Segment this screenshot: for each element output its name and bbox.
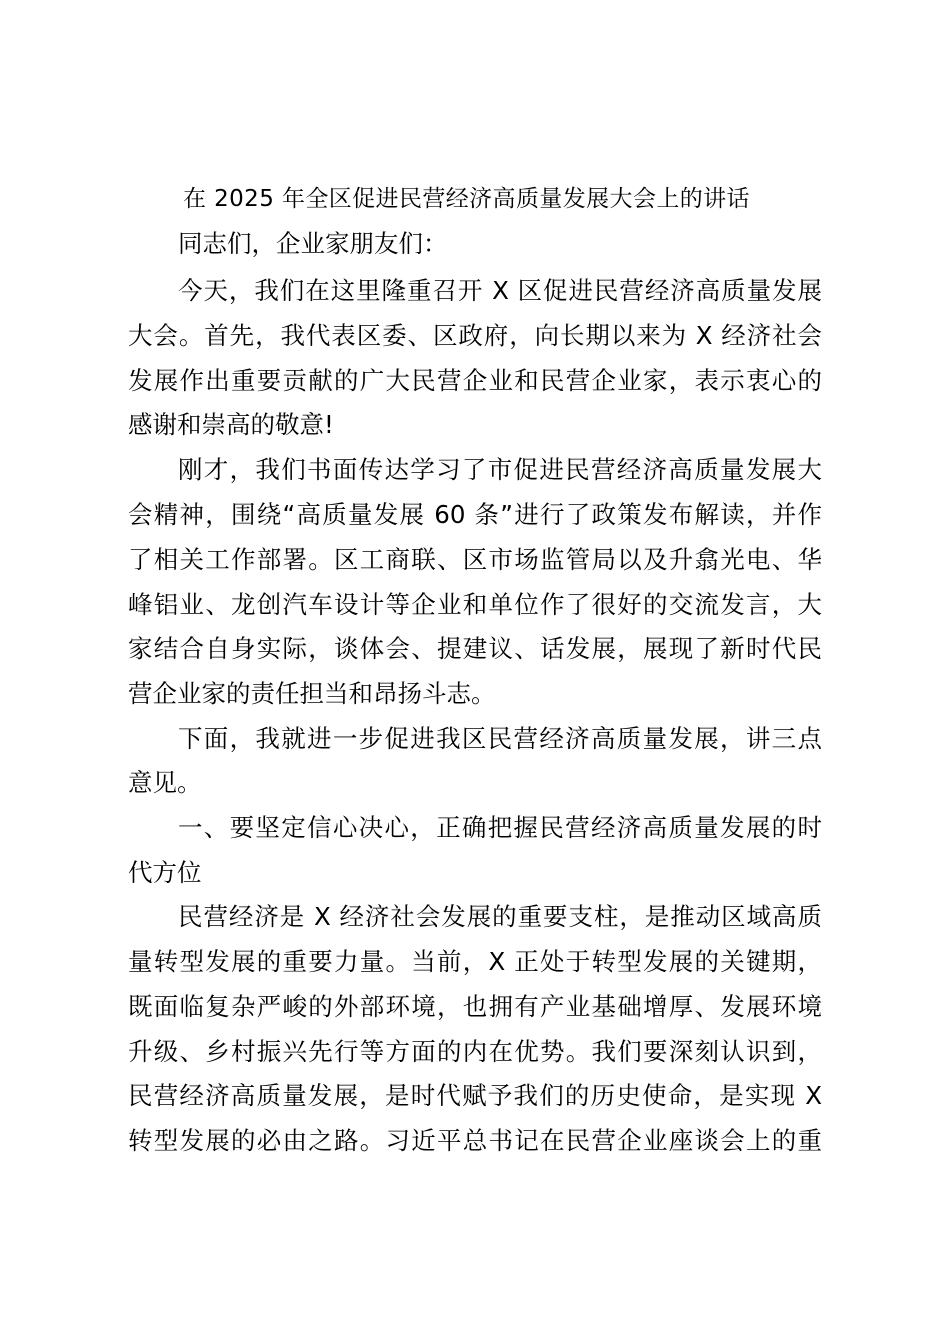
paragraph-2-line-4: 峰铝业、龙创汽车设计等企业和单位作了很好的交流发言，大	[128, 590, 822, 619]
paragraph-1-line-4: 感谢和崇高的敬意!	[128, 410, 334, 439]
paragraph-2-line-5: 家结合自身实际，谈体会、提建议、话发展，展现了新时代民	[128, 634, 822, 663]
paragraph-3-line-2: 意见。	[128, 768, 202, 797]
paragraph-1-line-3: 发展作出重要贡献的广大民营企业和民营企业家，表示衷心的	[128, 366, 822, 395]
paragraph-3-line-1: 下面，我就进一步促进我区民营经济高质量发展，讲三点	[178, 724, 822, 753]
paragraph-2-line-1: 刚才，我们书面传达学习了市促进民营经济高质量发展大	[178, 455, 822, 484]
section-heading-line-2: 代方位	[128, 858, 202, 887]
paragraph-5-line-5: 民营经济高质量发展，是时代赋予我们的历史使命，是实现 X	[128, 1081, 822, 1110]
salutation: 同志们，企业家朋友们：	[178, 229, 448, 258]
document-title: 在 2025 年全区促进民营经济高质量发展大会上的讲话	[183, 186, 750, 212]
paragraph-5-line-6: 转型发展的必由之路。习近平总书记在民营企业座谈会上的重	[128, 1126, 822, 1155]
paragraph-1-line-2: 大会。首先，我代表区委、区政府，向长期以来为 X 经济社会	[128, 321, 822, 350]
paragraph-5-line-4: 升级、乡村振兴先行等方面的内在优势。我们要深刻认识到，	[128, 1037, 822, 1066]
paragraph-5-line-2: 量转型发展的重要力量。当前，X 正处于转型发展的关键期，	[128, 947, 822, 976]
paragraph-5-line-3: 既面临复杂严峻的外部环境，也拥有产业基础增厚、发展环境	[128, 992, 822, 1021]
paragraph-1-line-1: 今天，我们在这里隆重召开 X 区促进民营经济高质量发展	[178, 276, 822, 305]
paragraph-2-line-6: 营企业家的责任担当和昂扬斗志。	[128, 679, 496, 708]
paragraph-5-line-1: 民营经济是 X 经济社会发展的重要支柱，是推动区域高质	[178, 902, 822, 931]
paragraph-2-line-2: 会精神，围绕“高质量发展 60 条”进行了政策发布解读，并作	[128, 500, 822, 529]
paragraph-2-line-3: 了相关工作部署。区工商联、区市场监管局以及升翕光电、华	[128, 545, 822, 574]
section-heading-line-1: 一、要坚定信心决心，正确把握民营经济高质量发展的时	[178, 813, 822, 842]
